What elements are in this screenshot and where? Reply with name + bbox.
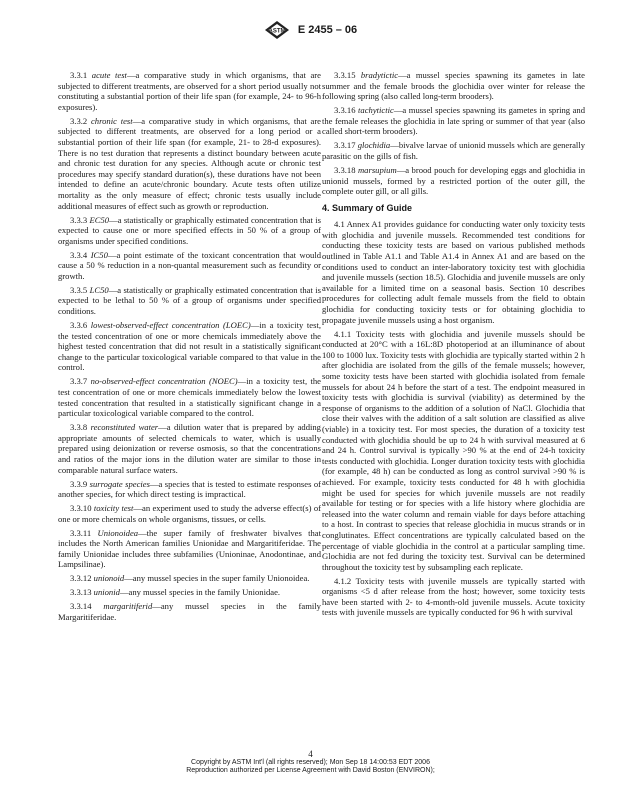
definition-number: 3.3.17 xyxy=(334,140,356,151)
right-definitions xyxy=(322,70,585,197)
definition-paragraph xyxy=(58,503,321,524)
definition-text: —a statistically or graphically estimated concentration that is expected to be lethal to 50 % of a group of organisms under specified conditions. xyxy=(58,284,321,317)
body-paragraph: 4.1 Annex A1 provides guidance for conducting water only toxicity tests with glochidia and juvenile mussels. Recommended test conditions for conducting these toxicity tests are based on various published methods outlined in Table A1.1 and Table A1.4 in Annex A1 and are based on the conditions used to conduct an inter-laboratory toxicity test with glochidia and juvenile mussels (section 18.5). Glochidia and juvenile mussels are only available for a limited time on a seasonal basis. Section 10 describes procedures for collecting adult female mussels from the field to obtain glochidia for conducting toxicity tests or for obtaining glochidia to propagate juvenile mussels using a host organism. xyxy=(322,219,586,325)
definition-text: —a species that is tested to estimate responses of another species, for which direct testing is impractical. xyxy=(58,478,322,500)
right-column xyxy=(322,70,585,621)
definition-term: IC50 xyxy=(90,249,108,260)
body-paragraph: 4.1.2 Toxicity tests with juvenile mussels are typically started with organisms <5 d after release from the host; however, some toxicity tests have been started with 2- to 4-month-old juvenile mussels. Acute toxicity tests with juvenile mussels are typically conducted for 96 h with survival xyxy=(322,575,585,618)
definition-term: surrogate species xyxy=(89,478,150,489)
definition-paragraph xyxy=(322,165,585,197)
definition-text: —any mussel species in the family Margaritiferidae. xyxy=(58,601,321,622)
definition-number: 3.3.16 xyxy=(334,105,356,116)
definition-text: —a comparative study in which organisms, that are subjected to different treatments, are observed for a long period or a substantial portion of their life span (for example, 21- to 28-d exposures). There is no test duration that represents a distinct boundary between acute and chronic test duration for any species. Although acute or chronic test procedures may specify standard duration(s), these durations have not been intended to define an acute/chronic boundary. Acute tests often utilize mortality as the only measure of effect; chronic tests usually include additional measures of effect such as growth or reproduction. xyxy=(58,115,321,211)
definition-term: glochidia xyxy=(357,140,391,151)
definition-text: —a brood pouch for developing eggs and glochidia in unionid mussels, formed by a restricted portion of the outer gill, the complete outer gill, or all gills. xyxy=(322,164,585,197)
definition-term: EC50 xyxy=(89,214,110,225)
definition-term: unionid xyxy=(93,587,120,598)
definition-paragraph xyxy=(58,479,321,500)
definition-term: toxicity test xyxy=(93,503,134,514)
definition-number: 3.3.4 xyxy=(70,249,88,260)
definition-term: acute test xyxy=(91,70,127,80)
definition-paragraph xyxy=(58,250,321,282)
definition-paragraph xyxy=(58,285,321,317)
definition-text: —in a toxicity test, the tested concentration of one or more chemicals immediately above the highest tested concentration that did not result in a statistically significant change to the particular toxicological variable compared to that value in the control. xyxy=(58,320,321,373)
definition-term: reconstituted water xyxy=(90,422,159,433)
definition-term: lowest-observed-effect concentration (LOEC) xyxy=(90,320,251,331)
definition-paragraph xyxy=(322,140,585,161)
definition-paragraph xyxy=(58,528,321,570)
definition-text: —bivalve larvae of unionid mussels which are generally parasitic on the gills of fish. xyxy=(322,140,585,161)
footer-line-1: Copyright by ASTM Int'l (all rights reserved); Mon Sep 18 14:00:53 EDT 2006 xyxy=(191,759,430,766)
definition-text: —a point estimate of the toxicant concentration that would cause a 50 % reduction in a non-quantal measurement such as fecundity or growth. xyxy=(58,249,321,281)
footer-line-2: Reproduction authorized per License Agreement with David Boston (ENVIRON); xyxy=(186,767,435,775)
page-header xyxy=(0,20,621,40)
standard-designation: E 2455 – 06 xyxy=(297,24,358,36)
definition-text: —a mussel species spawning its gametes in late summer and the female broods the glochidia over winter for release the following spring (also called long-term brooders). xyxy=(322,70,585,102)
definition-text: —in a toxicity test, the test concentration of one or more chemicals immediately below the lowest tested concentration that resulted in a statistically significant change in a particular toxicological variable compared to the control. xyxy=(58,376,321,419)
definition-number: 3.3.13 xyxy=(70,587,92,598)
definition-term: tachytictic xyxy=(358,105,394,116)
logo-text: ASTM xyxy=(268,28,286,35)
definition-text: —any mussel species in the super family Unionoidea. xyxy=(124,573,310,584)
definition-number: 3.3.8 xyxy=(70,422,88,433)
definition-term: bradytictic xyxy=(360,70,399,80)
body-paragraph: 4.1.1 Toxicity tests with glochidia and juvenile mussels should be conducted at 20°C with a 16L:8D photoperiod at an illuminance of about 100 to 1000 lux. Toxicity tests with glochidia are typically started within 2 h after glochidia are isolated from the gills of the female mussels; however, some toxicity tests have been started with glochidia isolated from female mussels for about 24 h before the start of a test. The endpoint measured in toxicity tests with glochidia is survival (viability) as determined by the response of organisms to the addition of a solution of NaCl. Glochidia that close their valves with the addition of a salt solution are classified as alive (viable) in a toxicity test. For most species, the duration of a toxicity test conducted with glochidia should be up to 24 h with survival measured at 6 and 24 h. Control survival is typically >90 % at the end of 24-h toxicity tests conducted with glochidia. Longer duration toxicity tests with glochidia (for example, 48 h) can be conducted as long as control survival >90 % is achieved. For example, toxicity tests conducted for 48 h with glochidia might be used for species for which juvenile mussels are not readily available for testing or for species with a life history where glochidia are released into the water column and remain viable for days before attaching to a host. In contrast to species that release glochidia in mucus strands or in conglutinates. Effect concentrations are typically calculated based on the percentage of viable glochidia in the control at a particular sampling time. Glochidia are not fed during the toxicity test. Survival can be determined throughout the toxicity test by subsampling each replicate. xyxy=(322,328,585,572)
definition-text: —any mussel species in the family Unionidae. xyxy=(119,587,281,598)
definition-text: —an experiment used to study the adverse effect(s) of one or more chemicals on whole organisms, tissues, or cells. xyxy=(58,503,321,524)
definition-paragraph xyxy=(58,422,321,475)
copyright-footer xyxy=(0,759,621,776)
definition-number: 3.3.3 xyxy=(70,214,88,225)
section-body xyxy=(322,219,585,618)
definition-paragraph xyxy=(58,116,321,211)
definition-number: 3.3.14 xyxy=(70,601,92,612)
definition-text: —a comparative study in which organisms, that are subjected to different treatments, are observed for a short period usually not constituting a substantial portion of their life span (for example, 24- to 96-h exposures). xyxy=(58,70,321,112)
definition-paragraph xyxy=(58,70,321,112)
definition-number: 3.3.9 xyxy=(70,478,88,489)
astm-logo-icon xyxy=(264,20,290,40)
section-heading: 4. Summary of Guide xyxy=(322,202,413,213)
definition-term: marsupium xyxy=(357,164,397,175)
definition-term: chronic test xyxy=(90,115,133,126)
definition-text: —the super family of freshwater bivalves that includes the North American families Unionidae and Margaritiferidae. The family Unionidae includes three subfamilies (Unioninae, Anodontinae, and Lampsilinae). xyxy=(58,527,321,570)
definition-term: LC50 xyxy=(89,284,109,295)
definition-text: —a mussel species spawning its gametes in spring and the female releases the glochidia in late spring or summer of that year (also called short-term brooders). xyxy=(322,105,586,137)
definition-text: —a dilution water that is prepared by adding appropriate amounts of selected chemicals to water, which is usually prepared using deionization or reverse osmosis, so that the concentrations and ratios of the major ions in the dilution water are similar to those in comparable natural surface waters. xyxy=(58,422,321,475)
definition-number: 3.3.6 xyxy=(70,320,88,331)
definition-paragraph xyxy=(322,105,585,137)
definition-paragraph xyxy=(58,587,321,598)
definition-number: 3.3.5 xyxy=(70,284,88,295)
definition-term: no-observed-effect concentration (NOEC) xyxy=(90,376,238,387)
definition-term: unionoid xyxy=(93,573,125,584)
definition-paragraph xyxy=(58,215,321,247)
definition-number: 3.3.18 xyxy=(334,164,356,175)
definition-number: 3.3.15 xyxy=(334,70,356,80)
definition-paragraph xyxy=(58,601,321,622)
definition-paragraph xyxy=(58,573,321,584)
definition-paragraph xyxy=(58,376,321,418)
definition-number: 3.3.10 xyxy=(70,503,92,514)
definition-text: —a statistically or graphically estimated concentration that is expected to cause one or more specified effects in 50 % of a group of organisms under specified conditions. xyxy=(58,214,321,246)
definition-number: 3.3.1 xyxy=(70,70,88,80)
definition-number: 3.3.2 xyxy=(70,115,88,126)
definition-number: 3.3.7 xyxy=(70,376,88,387)
left-column xyxy=(58,70,321,626)
definition-number: 3.3.11 xyxy=(70,527,92,538)
definition-number: 3.3.12 xyxy=(70,573,92,584)
definition-term: Unionoidea xyxy=(97,527,139,538)
page-number: 4 xyxy=(308,749,313,759)
definition-paragraph xyxy=(322,70,585,102)
definition-term: margaritiferid xyxy=(103,601,153,612)
definition-paragraph xyxy=(58,320,321,373)
